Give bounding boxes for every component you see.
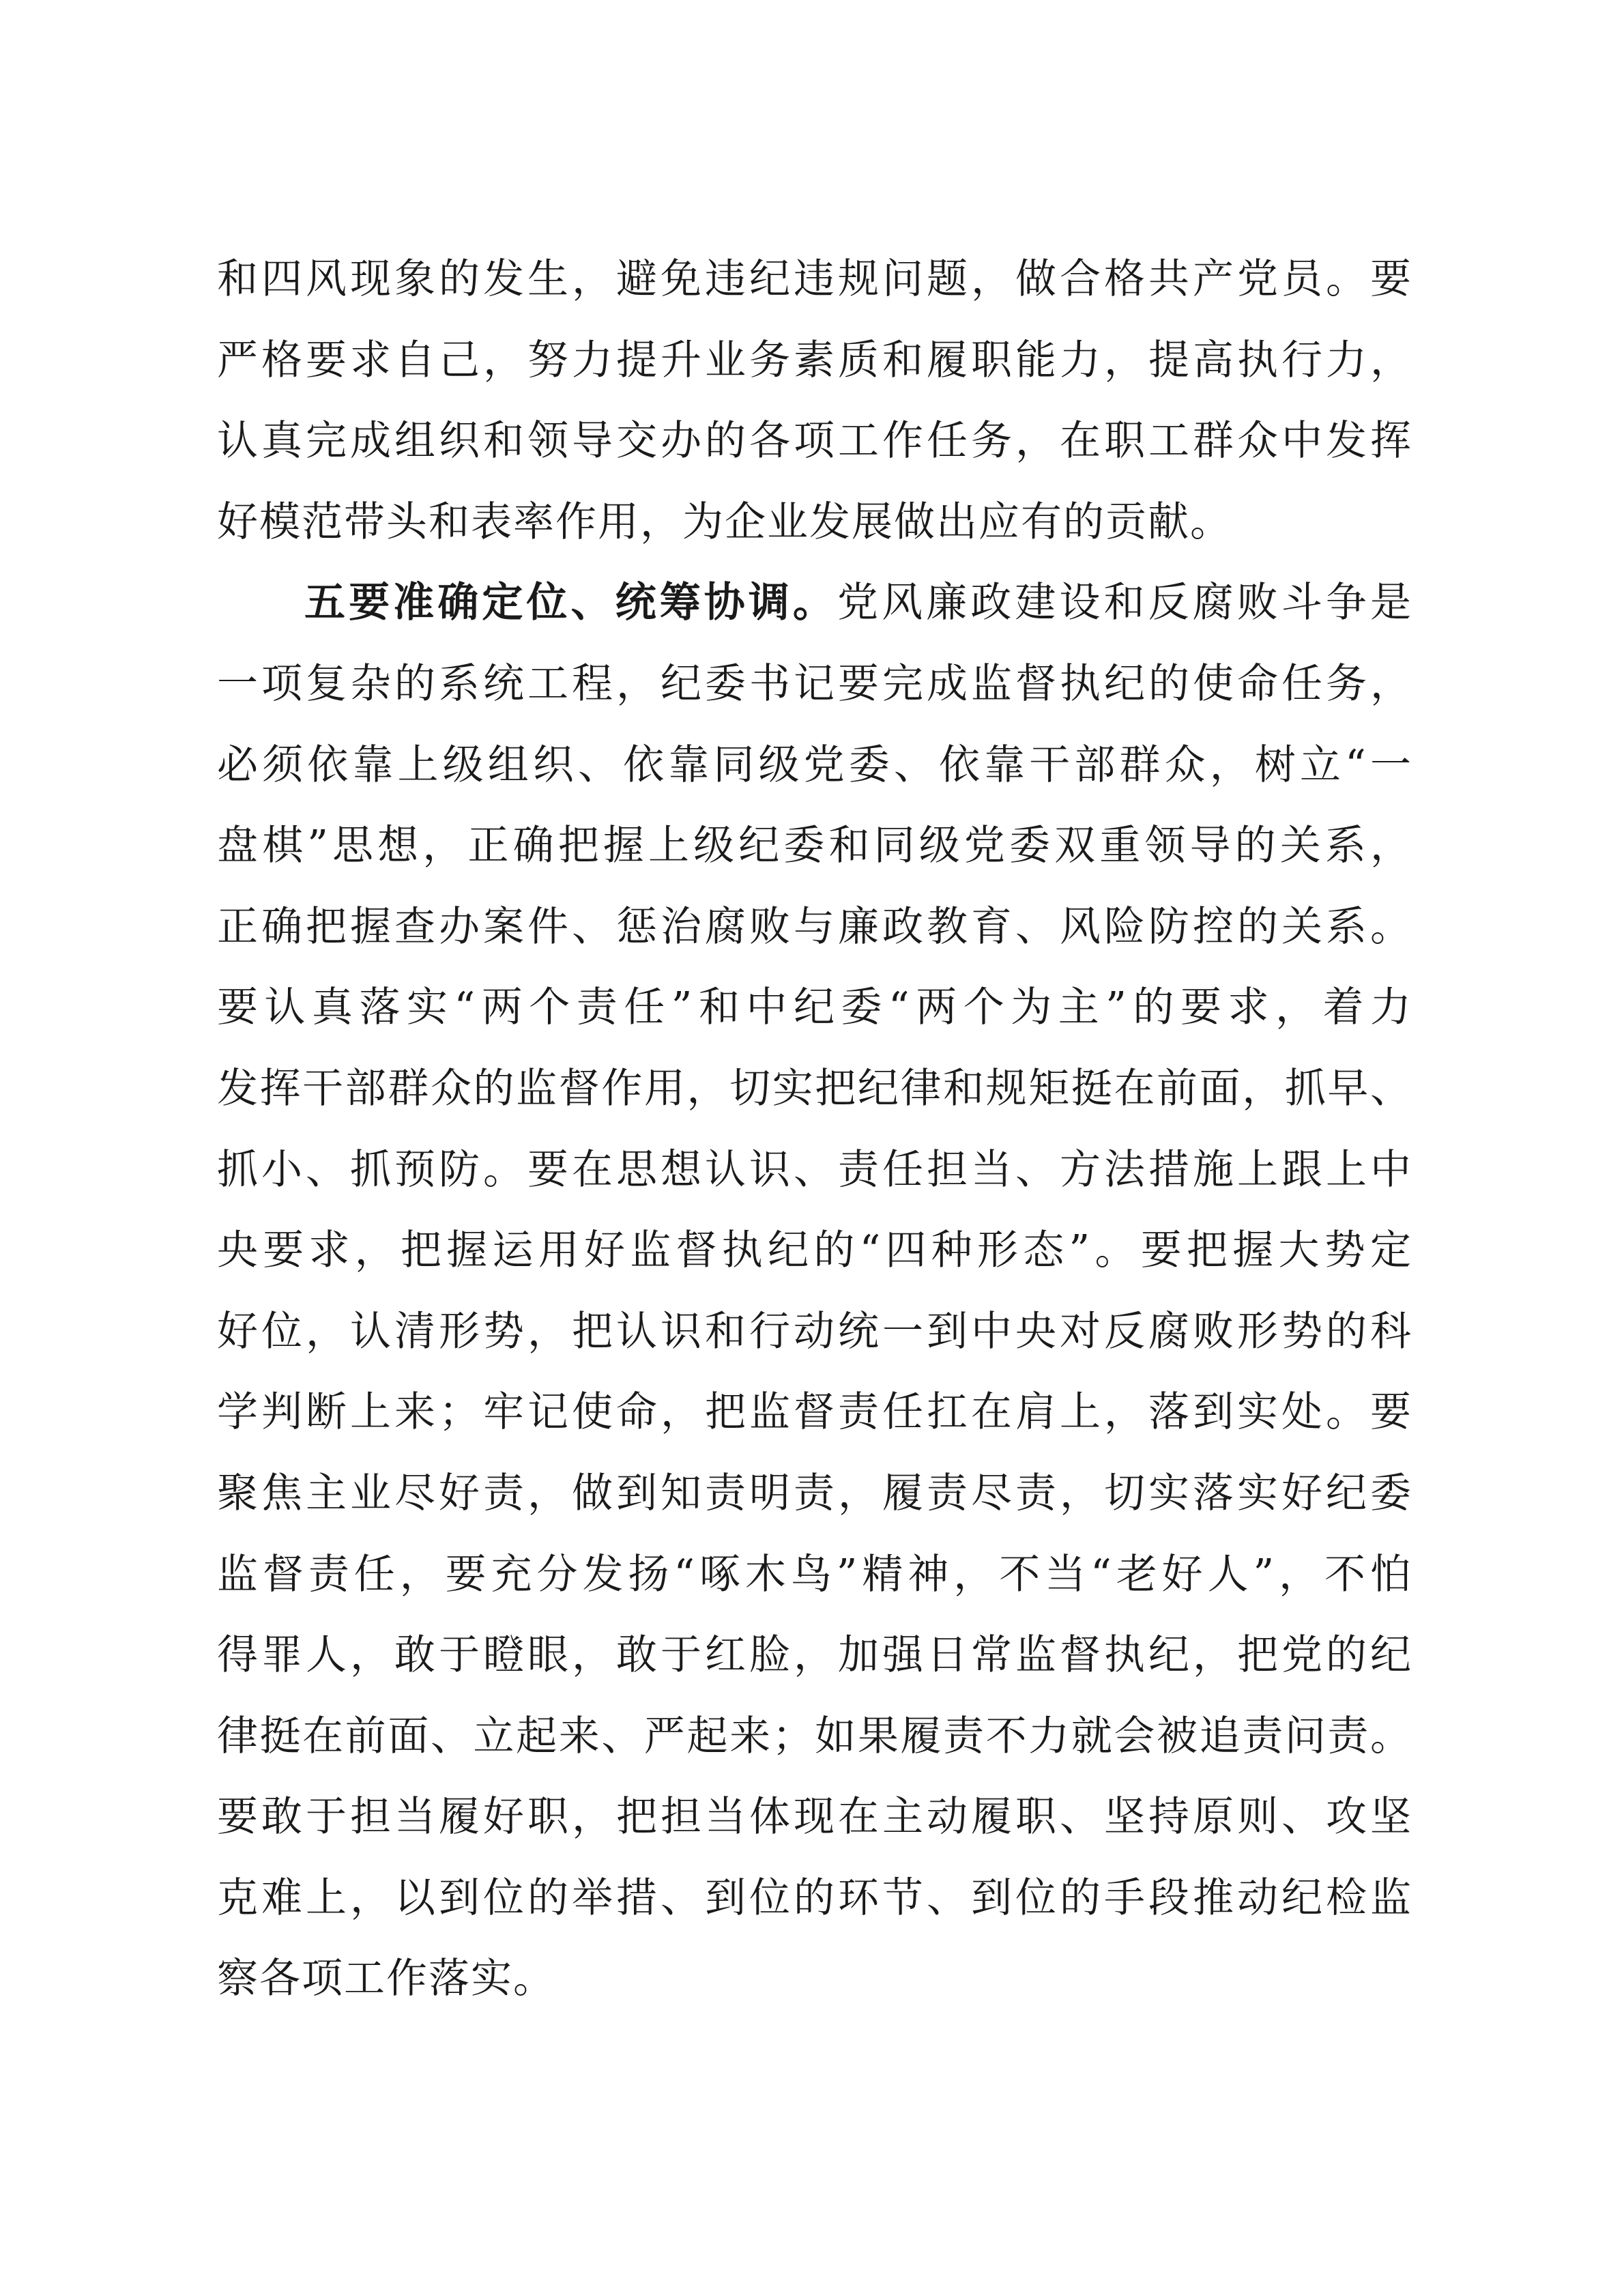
section-heading: 五要准确定位、统筹协调。: [304, 579, 837, 627]
paragraph-line: 察各项工作落实。: [217, 1955, 555, 2003]
paragraph-line: 抓小、抓预防。要在思想认识、责任担当、方法措施上跟上中: [217, 1145, 1412, 1194]
paragraph-line: 好模范带头和表率作用，为企业发展做出应有的贡献。: [217, 498, 1232, 546]
paragraph-line: 得罪人，敢于瞪眼，敢于红脸，加强日常监督执纪，把党的纪: [217, 1631, 1412, 1680]
paragraph-line: 央要求，把握运用好监督执纪的“四种形态”。要把握大势定: [217, 1226, 1412, 1275]
paragraph-line: 必须依靠上级组织、依靠同级党委、依靠干部群众，树立“一: [217, 741, 1412, 789]
paragraph-line: 要敢于担当履好职，把担当体现在主动履职、坚持原则、攻坚: [217, 1793, 1412, 1841]
paragraph-line: 聚焦主业尽好责，做到知责明责，履责尽责，切实落实好纪委: [217, 1469, 1412, 1517]
paragraph-1: [217, 239, 1412, 562]
paragraph-first-line: [217, 562, 1412, 644]
paragraph-line: 和四风现象的发生，避免违纪违规问题，做合格共产党员。要: [217, 255, 1412, 303]
paragraph-line: 盘棋”思想，正确把握上级纪委和同级党委双重领导的关系，: [217, 822, 1412, 870]
paragraph-line: 严格要求自己，努力提升业务素质和履职能力，提高执行力，: [217, 336, 1412, 384]
paragraph-line: 克难上，以到位的举措、到位的环节、到位的手段推动纪检监: [217, 1874, 1412, 1922]
paragraph-line: 学判断上来；牢记使命，把监督责任扛在肩上，落到实处。要: [217, 1388, 1412, 1437]
paragraph-line: 一项复杂的系统工程，纪委书记要完成监督执纪的使命任务，: [217, 659, 1412, 708]
paragraph-line: 监督责任，要充分发扬“啄木鸟”精神，不当“老好人”，不怕: [217, 1550, 1412, 1598]
paragraph-line: 律挺在前面、立起来、严起来；如果履责不力就会被追责问责。: [217, 1712, 1412, 1760]
paragraph-line: 好位，认清形势，把认识和行动统一到中央对反腐败形势的科: [217, 1307, 1412, 1355]
paragraph-line: 正确把握查办案件、惩治腐败与廉政教育、风险防控的关系。: [217, 902, 1412, 951]
body-text: [217, 239, 1412, 2020]
paragraph-line: 发挥干部群众的监督作用，切实把纪律和规矩挺在前面，抓早、: [217, 1064, 1412, 1113]
paragraph-line: 认真完成组织和领导交办的各项工作任务，在职工群众中发挥: [217, 417, 1412, 465]
paragraph-2: [217, 562, 1412, 2020]
paragraph-line: 要认真落实“两个责任”和中纪委“两个为主”的要求，着力: [217, 984, 1412, 1032]
first-line-text: 党风廉政建设和反腐败斗争是: [837, 579, 1412, 627]
